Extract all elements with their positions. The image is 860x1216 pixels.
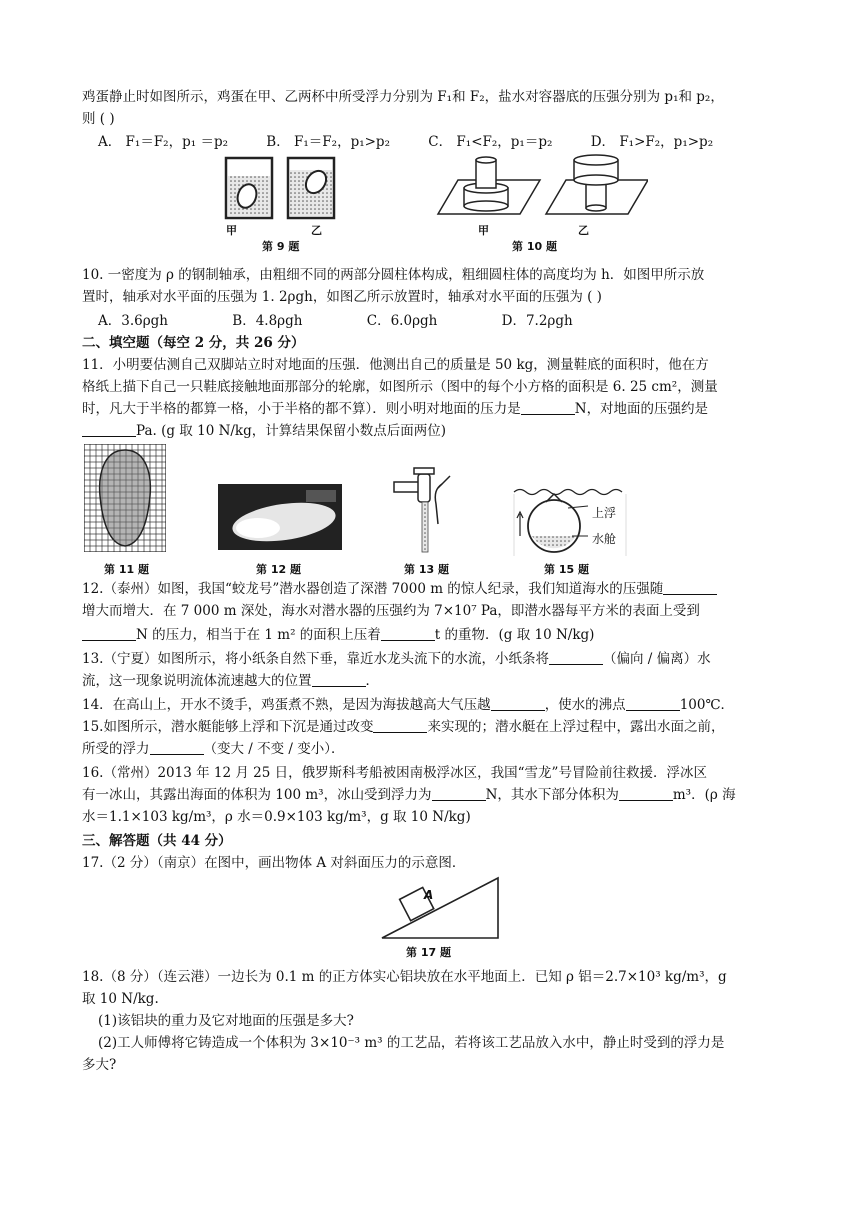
- q14-text-a: 14．在高山上，开水不烫手，鸡蛋煮不熟，是因为海拔越高大气压越: [82, 697, 491, 713]
- q9-option-d: D． F₁>F₂，p₁>p₂: [590, 134, 714, 150]
- q13-line1: [82, 648, 782, 670]
- q12-line1: [82, 578, 782, 600]
- fig9-caption: 第 9 题: [262, 240, 300, 253]
- q9-stem-line1: 鸡蛋静止时如图所示，鸡蛋在甲、乙两杯中所受浮力分别为 F₁和 F₂，盐水对容器底的压强分别为 p₁和 p₂，: [82, 89, 724, 105]
- q11-line3-text-a: 时，凡大于半格的都算一格，小于半格的都不算）．则小明对地面的压力是: [82, 401, 521, 417]
- q18-part1: (1)该铝块的重力及它对地面的压强是多大?: [98, 1013, 354, 1029]
- q15-blank-2[interactable]: [150, 740, 204, 755]
- q10-option-a: A．3.6ρgh: [98, 313, 168, 329]
- figure-11-shoe-grid: [84, 444, 166, 552]
- q9-option-b: B． F₁＝F₂，p₁>p₂: [266, 134, 390, 150]
- q16-line2-text-b: N，其水下部分体积为: [485, 787, 619, 803]
- q11-line2: 格纸上描下自己一只鞋底接触地面那部分的轮廓，如图所示（图中的每个小方格的面积是 6. 25 cm²，测量: [82, 379, 718, 395]
- q16-blank-1[interactable]: [432, 786, 486, 801]
- q12-blank-1[interactable]: [663, 580, 717, 595]
- q13-blank-2[interactable]: [312, 672, 366, 687]
- q16-blank-2[interactable]: [619, 786, 673, 801]
- section-3-heading: 三、解答题（共 44 分）: [82, 833, 232, 849]
- section-2-heading: 二、填空题（每空 2 分，共 26 分）: [82, 335, 305, 351]
- q15-line1-text-b: 来实现的；潜水艇在上浮过程中，露出水面之前，: [427, 719, 725, 735]
- q10-option-c: C．6.0ρgh: [366, 313, 438, 329]
- q18-line1: 18.（8 分）（连云港）一边长为 0.1 m 的正方体实心铝块放在水平地面上．已知 ρ 铝＝2.7×10³ kg/m³，g: [82, 969, 727, 985]
- q10-stem-line1: 10. 一密度为 ρ 的钢制轴承，由粗细不同的两部分圆柱体构成，粗细圆柱体的高度均为 h．如图甲所示放: [82, 267, 705, 283]
- q12-line3-text-a: N 的压力，相当于在 1 m² 的面积上压着: [136, 627, 381, 643]
- figure-12-submersible-photo: [218, 484, 342, 550]
- q18-part2: (2)工人师傅将它铸造成一个体积为 3×10⁻³ m³ 的工艺品，若将该工艺品放入水中，静止时受到的浮力是: [98, 1035, 725, 1051]
- q15-line2-text-a: 所受的浮力: [82, 741, 150, 757]
- fig9-label-b: 乙: [311, 224, 322, 237]
- q11-line3: [82, 398, 782, 420]
- q11-line4-text: Pa. (g 取 10 N/kg，计算结果保留小数点后面两位): [136, 423, 447, 439]
- q15-blank-1[interactable]: [373, 718, 427, 733]
- q12-blank-2[interactable]: [82, 626, 136, 641]
- q9-option-a: A． F₁＝F₂，p₁ ＝p₂: [98, 134, 228, 150]
- q11-blank-force[interactable]: [521, 400, 575, 415]
- q9-option-c: C． F₁<F₂，p₁＝p₂: [428, 134, 553, 150]
- q14-blank-2[interactable]: [626, 696, 680, 711]
- q16-line2-text-c: m³．(ρ 海: [672, 787, 736, 803]
- figure-17-incline: [378, 872, 506, 944]
- fig15-caption: 第 15 题: [544, 563, 589, 576]
- fig10-label-b: 乙: [578, 224, 589, 237]
- q10-option-b: B．4.8ρgh: [232, 313, 303, 329]
- q12-line2: 增大而增大．在 7 000 m 深处，海水对潜水器的压强约为 7×10⁷ Pa，即潜水器每平方米的表面上受到: [82, 603, 700, 619]
- q10-option-d: D．7.2ρgh: [501, 313, 573, 329]
- fig12-caption: 第 12 题: [256, 563, 301, 576]
- q13-line2-end: ．: [365, 673, 379, 689]
- q16-line2: [82, 784, 782, 806]
- q14-text-b: ，使水的沸点: [544, 697, 626, 713]
- q16-line2-text-a: 有一冰山，其露出海面的体积为 100 m³，冰山受到浮力为: [82, 787, 432, 803]
- figure-15-submarine: [508, 484, 638, 558]
- q13-line1-text-a: 13.（宁夏）如图所示，将小纸条自然下垂，靠近水龙头流下的水流，小纸条将: [82, 651, 549, 667]
- fig17-block-label: A: [424, 888, 434, 902]
- q13-blank-1[interactable]: [549, 650, 603, 665]
- q13-line1-text-b: （偏向 / 偏离）水: [602, 651, 711, 667]
- q13-line2: [82, 670, 782, 692]
- fig15-label-tank: 水舱: [592, 532, 617, 546]
- q17-line1: 17.（2 分）（南京）在图中，画出物体 A 对斜面压力的示意图．: [82, 855, 466, 871]
- q15-line1-text-a: 15.如图所示，潜水艇能够上浮和下沉是通过改变: [82, 719, 374, 735]
- q9-stem-line2: 则 ( ): [82, 111, 115, 127]
- q12-line3: [82, 624, 782, 646]
- q14-line: [82, 694, 782, 716]
- q12-blank-3[interactable]: [381, 626, 435, 641]
- q12-line3-text-b: t 的重物．(g 取 10 N/kg): [434, 627, 595, 643]
- q15-line1: [82, 716, 782, 738]
- q15-line2: [82, 738, 782, 760]
- q10-options: [98, 310, 798, 332]
- q11-line3-text-b: N，对地面的压强约是: [574, 401, 709, 417]
- q18-line2: 取 10 N/kg.: [82, 991, 159, 1007]
- figure-13-faucet: [392, 464, 462, 556]
- fig15-label-up: 上浮: [592, 506, 617, 520]
- q10-stem-line2: 置时，轴承对水平面的压强为 1. 2ρgh，如图乙所示放置时，轴承对水平面的压强为 ( ): [82, 289, 602, 305]
- q14-text-c: 100℃．: [679, 697, 735, 713]
- figure-9-beakers: [218, 152, 348, 232]
- q12-line1-text: 12.（泰州）如图，我国“蛟龙号”潜水器创造了深潜 7000 m 的惊人纪录，我们知道海水的压强随: [82, 581, 664, 597]
- q16-line1: 16.（常州）2013 年 12 月 25 日，俄罗斯科考船被困南极浮冰区，我国“雪龙”号冒险前往救援．浮冰区: [82, 765, 707, 781]
- q9-options: [98, 131, 798, 153]
- fig17-caption: 第 17 题: [406, 946, 451, 959]
- q15-line2-text-b: （变大 / 不变 / 变小）．: [203, 741, 345, 757]
- fig9-label-a: 甲: [226, 224, 237, 237]
- q11-line1: 11．小明要估测自己双脚站立时对地面的压强．他测出自己的质量是 50 kg，测量鞋底的面积时，他在方: [82, 357, 709, 373]
- figure-10-bearings: [428, 152, 648, 230]
- q11-blank-pressure[interactable]: [82, 422, 136, 437]
- q18-part2-cont: 多大?: [82, 1057, 117, 1073]
- q16-line3: 水＝1.1×103 kg/m³，ρ 水＝0.9×103 kg/m³，g 取 10 N/kg): [82, 809, 471, 825]
- q13-line2-text: 流，这一现象说明流体流速越大的位置: [82, 673, 312, 689]
- q14-blank-1[interactable]: [491, 696, 545, 711]
- q11-line4: [82, 420, 782, 442]
- fig13-caption: 第 13 题: [404, 563, 449, 576]
- fig11-caption: 第 11 题: [104, 563, 149, 576]
- fig10-label-a: 甲: [478, 224, 489, 237]
- fig10-caption: 第 10 题: [512, 240, 557, 253]
